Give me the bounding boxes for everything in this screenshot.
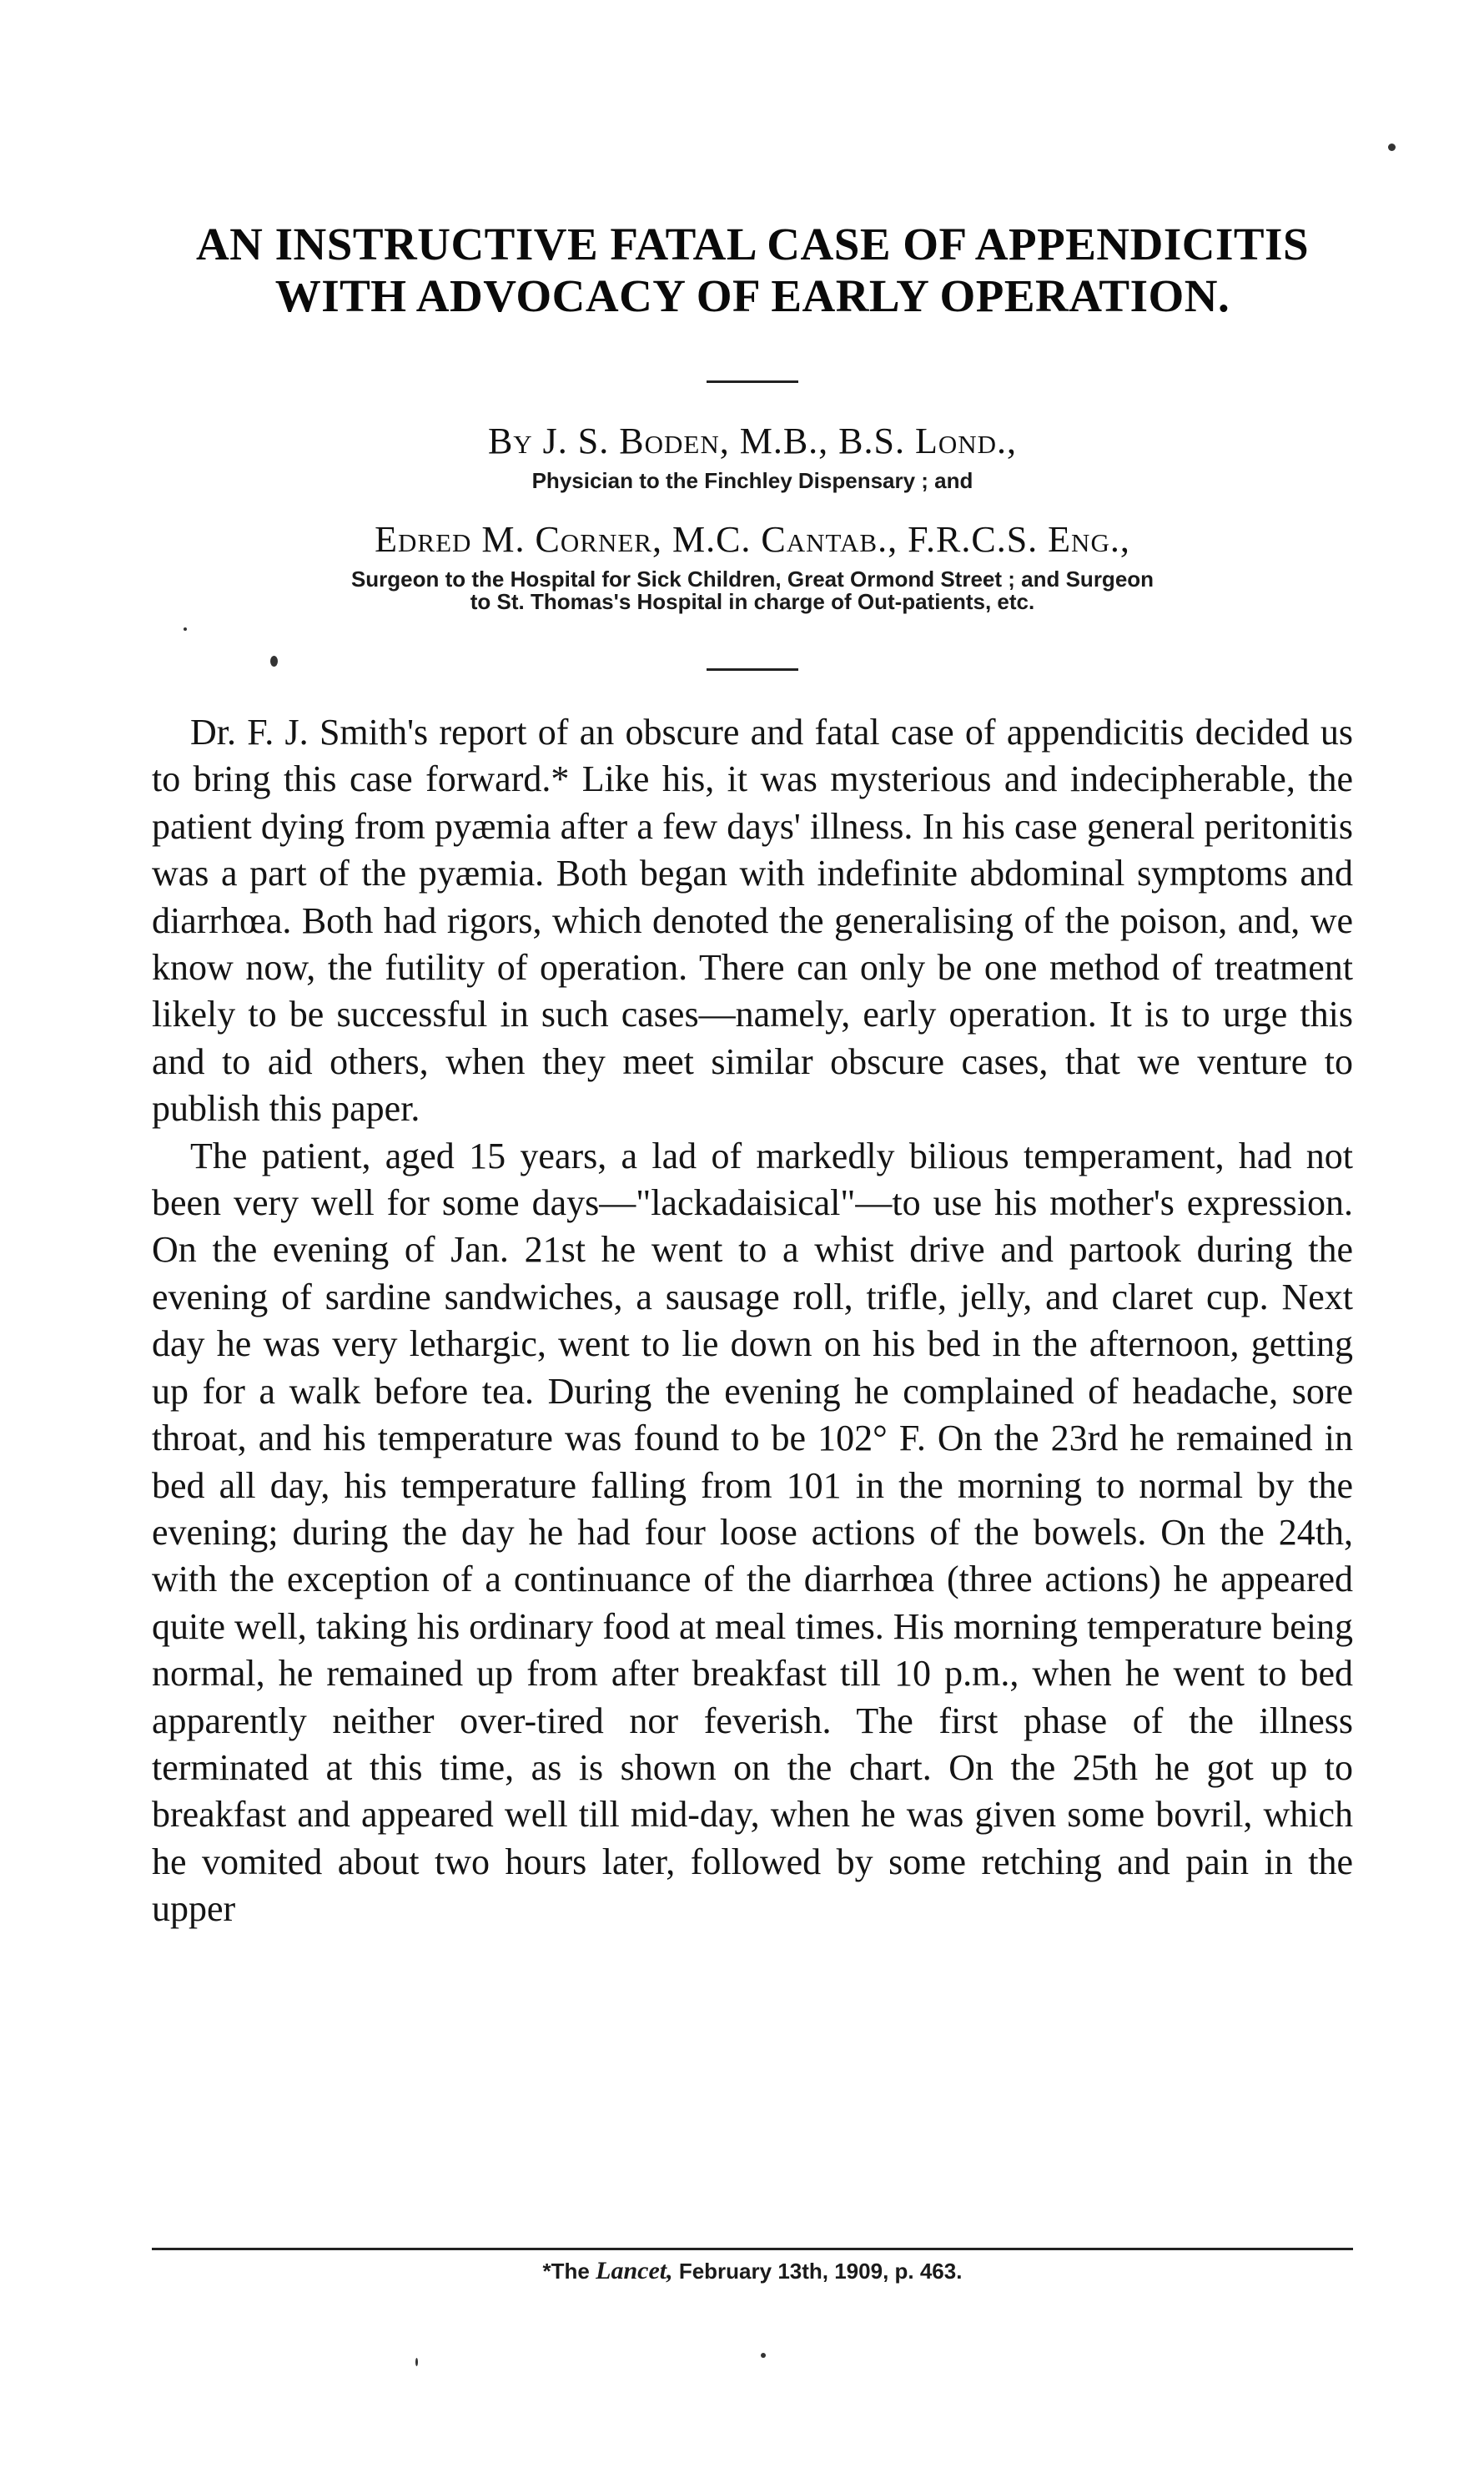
author-affiliation-1: Physician to the Finchley Dispensary ; and xyxy=(531,468,973,493)
footnote-divider xyxy=(152,2248,1353,2250)
title-line-2: WITH ADVOCACY OF EARLY OPERATION. xyxy=(274,270,1230,321)
scan-speck xyxy=(1388,144,1396,151)
scan-speck xyxy=(415,2358,418,2366)
scan-speck xyxy=(184,627,187,631)
footnote xyxy=(152,2258,1353,2284)
body-paragraph-2: The patient, aged 15 years, a lad of markedly bilious temperament, had not been very well for some days—"lackadaisical"—to use his mother's expression. On the evening of Jan. 21st he went to a whist drive and partook during the evening of sardine sandwiches, a sausage roll, trifle, jelly, and claret cup. Next day he was very lethargic, went to lie down on his bed in the afternoon, getting up for a walk before tea. During the evening he complained of headache, sore throat, and his temperature was found to be 102° F. On the 23rd he remained in bed all day, his temperature falling from 101 in the morning to normal by the evening; during the day he had four loose actions of the bowels. On the 24th, with the exception of a continuance of the diarrhœa (three actions) he appeared quite well, taking his ordinary food at meal times. His morning temperature being normal, he remained up from after breakfast till 10 p.m., when he went to bed apparently neither over-tired nor feverish. The first phase of the illness terminated at this time, as is shown on the chart. On the 25th he got up to breakfast and appeared well till mid-day, when he was given some bovril, which he vomited about two hours later, followed by some retching and pain in the upper xyxy=(152,1135,1353,1930)
scan-speck xyxy=(270,656,278,667)
body-paragraph-1: Dr. F. J. Smith's report of an obscure and fatal case of appendicitis decided us to bring this case forward.* Like his, it was mysterious and indecipherable, the patient dying from pyæmia after a few days' illness. In his case general peritonitis was a part of the pyæmia. Both began with indefinite abdominal symptoms and diarrhœa. Both had rigors, which denoted the generalising of the poison, and, we know now, the futility of operation. There can only be one method of treatment likely to be successful in such cases—namely, early operation. It is to urge this and to aid others, when they meet similar obscure cases, that we venture to publish this paper. xyxy=(152,712,1353,1130)
scan-speck xyxy=(761,2353,766,2358)
title-line-1: AN INSTRUCTIVE FATAL CASE OF APPENDICITIS xyxy=(195,219,1310,269)
affiliation-2-line-1: Surgeon to the Hospital for Sick Children, Great Ormond Street ; and Surgeon xyxy=(350,567,1155,592)
footnote-marker: *The xyxy=(542,2259,596,2284)
author-divider xyxy=(707,668,798,671)
author-byline-1: By J. S. Boden, M.B., B.S. Lond., xyxy=(487,421,1018,461)
article-title xyxy=(152,219,1353,322)
article xyxy=(152,219,1353,1933)
affiliation-2-line-2: to St. Thomas's Hospital in charge of Out-patients, etc. xyxy=(470,589,1035,614)
article-body xyxy=(152,709,1353,1933)
author-affiliation-2 xyxy=(152,568,1353,613)
footnote-journal: Lancet, xyxy=(596,2257,673,2284)
title-divider xyxy=(707,380,798,383)
author-byline-2: Edred M. Corner, M.C. Cantab., F.R.C.S. Eng., xyxy=(375,519,1130,560)
footnote-citation: February 13th, 1909, p. 463. xyxy=(672,2259,963,2284)
